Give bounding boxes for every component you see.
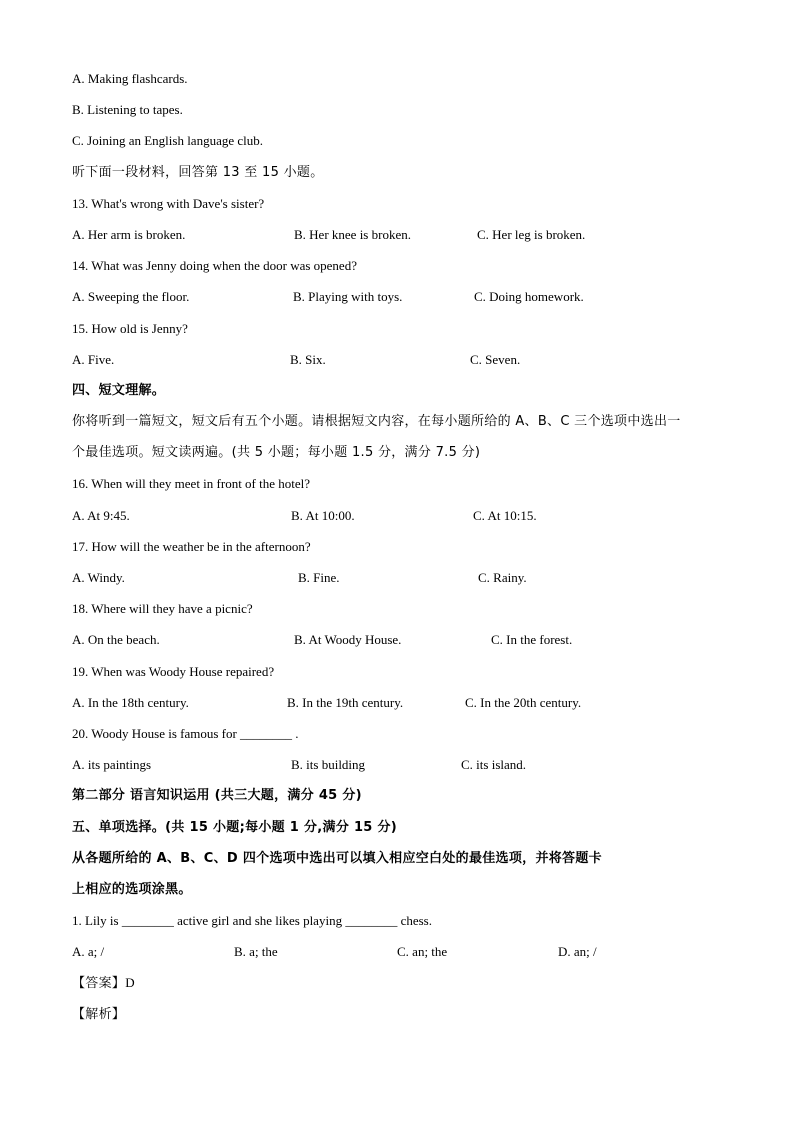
question-20-options: [72, 749, 722, 780]
option-c: C. In the 20th century.: [465, 694, 582, 710]
option-a: A. Five.: [72, 351, 115, 367]
option-b: B. Playing with toys.: [293, 289, 403, 305]
part-2-heading: 第二部分 语言知识运用 (共三大题，满分 45 分): [72, 788, 362, 804]
document-page: [72, 63, 722, 1030]
option-a: A. a; /: [72, 944, 105, 960]
option-b: B. In the 19th century.: [287, 694, 404, 710]
option-line: B. Listening to tapes.: [72, 102, 183, 118]
option-a: A. Her arm is broken.: [72, 226, 186, 242]
section-4-instruction-line2: 个最佳选项。短文读两遍。(共 5 小题；每小题 1.5 分，满分 7.5 分): [72, 445, 481, 461]
option-line: A. Making flashcards.: [72, 71, 188, 86]
option-c: C. In the forest.: [491, 632, 573, 648]
option-c: C. Doing homework.: [474, 289, 584, 305]
option-b: B. a; the: [234, 944, 278, 960]
option-b: B. Her knee is broken.: [294, 226, 411, 242]
question-13: 13. What's wrong with Dave's sister?: [72, 195, 265, 211]
question-17-options: [72, 562, 722, 593]
question-20: 20. Woody House is famous for ________ .: [72, 725, 299, 741]
option-d: D. an; /: [558, 944, 597, 960]
question-15: 15. How old is Jenny?: [72, 320, 188, 336]
question-16-options: [72, 500, 722, 531]
option-b: B. At Woody House.: [294, 632, 402, 648]
option-a: A. On the beach.: [72, 632, 160, 648]
question-1-options: [72, 936, 722, 967]
option-c: C. At 10:15.: [473, 507, 537, 523]
section-4-instruction-line1: 你将听到一篇短文，短文后有五个小题。请根据短文内容，在每小题所给的 A、B、C 三个选项中选出一: [72, 414, 681, 430]
question-15-options: [72, 344, 722, 375]
option-a: A. At 9:45.: [72, 507, 130, 523]
question-14: 14. What was Jenny doing when the door was opened?: [72, 258, 357, 274]
option-a: A. Windy.: [72, 570, 125, 585]
analysis-label: 【解析】: [72, 1006, 126, 1022]
question-19: 19. When was Woody House repaired?: [72, 663, 275, 679]
question-14-options: [72, 281, 722, 312]
question-18: 18. Where will they have a picnic?: [72, 601, 253, 617]
option-c: C. its island.: [461, 757, 527, 773]
question-18-options: [72, 624, 722, 655]
option-c: C. Rainy.: [478, 570, 527, 585]
section-5-instruction-line1: 从各题所给的 A、B、C、D 四个选项中选出可以填入相应空白处的最佳选项，并将答题卡: [72, 850, 602, 866]
option-c: C. Seven.: [470, 351, 521, 367]
section-5-instruction-line2: 上相应的选项涂黑。: [72, 881, 192, 897]
option-b: B. its building: [291, 757, 366, 773]
listening-instruction: 听下面一段材料，回答第 13 至 15 小题。: [72, 164, 324, 180]
option-b: B. Fine.: [298, 570, 340, 585]
answer-value: D: [125, 975, 135, 991]
answer-line: [72, 967, 722, 998]
question-13-options: [72, 219, 722, 250]
answer-label: 【答案】: [72, 976, 126, 992]
question-17: 17. How will the weather be in the afternoon?: [72, 538, 311, 554]
section-5-heading: 五、单项选择。(共 15 小题;每小题 1 分,满分 15 分): [72, 819, 398, 835]
question-16: 16. When will they meet in front of the hotel?: [72, 476, 311, 492]
option-a: A. In the 18th century.: [72, 694, 189, 710]
question-1: 1. Lily is ________ active girl and she likes playing ________ chess.: [72, 913, 432, 929]
section-4-heading: 四、短文理解。: [72, 382, 166, 398]
question-19-options: [72, 687, 722, 718]
option-line: C. Joining an English language club.: [72, 133, 264, 149]
option-c: C. an; the: [397, 944, 448, 960]
option-b: B. At 10:00.: [291, 507, 355, 523]
option-a: A. Sweeping the floor.: [72, 289, 190, 305]
option-c: C. Her leg is broken.: [477, 226, 586, 242]
option-b: B. Six.: [290, 351, 326, 367]
option-a: A. its paintings: [72, 757, 152, 773]
